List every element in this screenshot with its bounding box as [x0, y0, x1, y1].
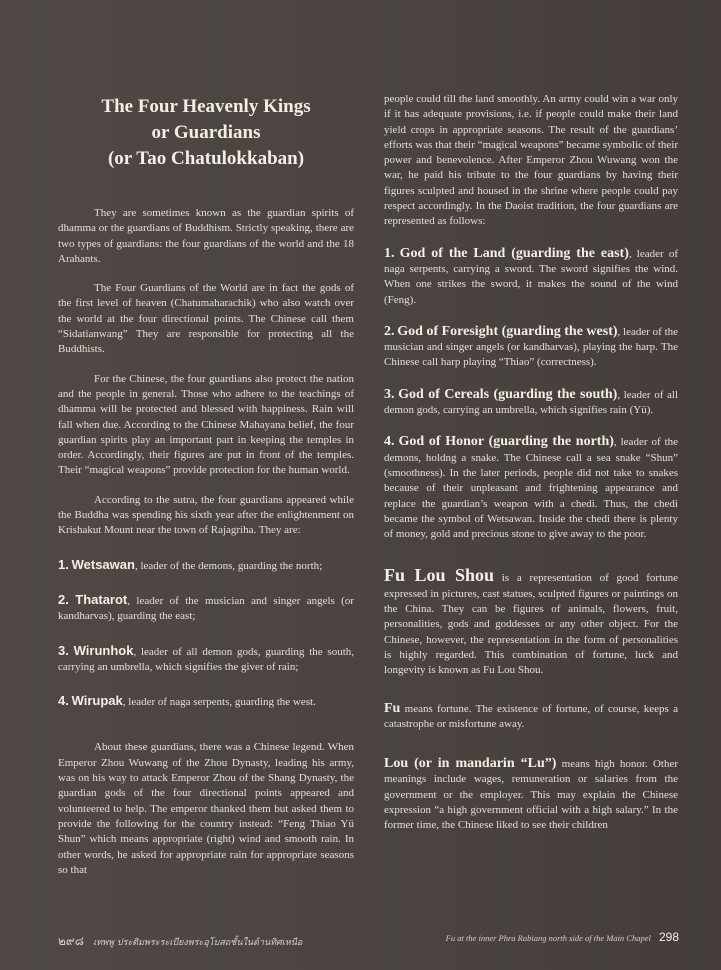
lou-heading: Lou (or in mandarin “Lu”)	[384, 756, 557, 772]
god-name: God of Cereals (guarding the south)	[398, 386, 618, 402]
god-name: God of Honor (guarding the north)	[398, 434, 614, 450]
list-item: 4. God of Honor (guarding the north), leader of the demons, holdng a snake. The Chinese call a sea snake “Shun” (smoothness). In the later periods, people did not take to snakes because of their unpleasant and frightening appearance and replace the guardian’s weapon with a chedi. Thus, the chedi became the symbol of Wetsawan. Inside the chedi there is plenty of money, gold and precious stone to give away to the poor.	[384, 434, 679, 541]
page-title	[58, 94, 354, 172]
page-number: 298	[658, 930, 679, 944]
fu-heading: Fu	[384, 700, 401, 716]
guardian-name: Wirunhok	[73, 642, 134, 658]
lou-paragraph: Lou (or in mandarin “Lu”) means high honor. Other meanings include wages, remuneration or salaries from the government or the employer. This may explain the Chinese expression “a high government official with a high salary.” In the former time, the Chinese liked to see their children	[384, 756, 678, 832]
god-name: God of Foresight (guarding the west)	[397, 323, 618, 339]
footer-left	[58, 932, 302, 951]
title-line-3: (or Tao Chatulokkaban)	[107, 148, 305, 169]
thai-page-number: ๒๙๘	[58, 934, 84, 948]
list-item: 2. God of Foresight (guarding the west), leader of the musician and singer angels (or kandharvas), playing the harp. The Chinese call harp playing “Thiao” (correctness).	[384, 323, 679, 369]
paragraph: For the Chinese, the four guardians also protect the nation and the people in general. Those who adhere to the teachings of dhamma will be protected and blessed with happiness. Rain will fall when due. According to the Chinese Mahayana belief, the four guardian spirits play an important part in keeping the temples in order. Accordingly, their figures are put in front of the temples. Their “magical weapons” provide protection for the human world.	[58, 372, 354, 477]
paragraph: According to the sutra, the four guardians appeared while the Buddha was spending his sixth year after the enlightenment on Krishakut Mount near the town of Rajagriha. They are:	[58, 493, 354, 537]
god-name: God of the Land (guarding the east)	[399, 245, 629, 261]
right-column	[384, 92, 678, 834]
paragraph: About these guardians, there was a Chinese legend. When Emperor Zhou Wuwang of the Zhou Dynasty, leading his army, was on his way to attack Emperor Zhou of the Shang Dynasty, the guardian gods of the four directional points appeared and volunteered to help. The emperor thanked them but asked them to provide the following for the country instead: “Feng Thiao Yü Shun” which means appropriate (right) wind and smooth rain. In other words, he asked for appropriate rain for appropriate seasons so that	[58, 741, 354, 876]
fu-lou-shou-paragraph: Fu Lou Shou is a representation of good fortune expressed in pictures, cast statues, sculpted figures or paintings on the China. They can be figures of animals, flowers, fruit, personalities, gods and goddesses or any other object. For the Chinese, however, the representation in the form of personalities is highly regarded. This combination of fortune, luck and longevity is known as Fu Lou Shou.	[384, 565, 679, 677]
fu-paragraph: Fu means fortune. The existence of fortune, of course, keeps a catastrophe or misfortune away.	[384, 700, 678, 730]
list-item: 3. God of Cereals (guarding the south), leader of all demon gods, carrying an umbrella, which signifies rain (Yü).	[384, 386, 679, 417]
left-column	[58, 86, 354, 878]
thai-running-title: เทพพู ประติมพระระเบียงพระอุโบสถชั้นในด้านทิศเหนือ	[93, 938, 303, 948]
title-line-2: or Guardians	[151, 122, 261, 143]
guardian-name: Thatarot	[75, 591, 128, 607]
paragraph: people could till the land smoothly. An army could win a war only if it has adequate provisions, i.e. if people could make their land yield crops in appropriate seasons. The result of the guardians’ efforts was that their “magical weapons” became symbolic of their power and benevolence. After Emperor Zhou Wuwang won the war, he paid his tribute to the four guardians by having their figures sculpted and housed in the shrine where people could pay respect accordingly. In the Daoist tradition, the four guardians are represented as follows:	[384, 93, 678, 228]
list-item: 4. Wirupak, leader of naga serpents, guarding the west.	[58, 693, 316, 709]
guardian-name: Wirupak	[71, 693, 123, 709]
guardian-name: Wetsawan	[71, 556, 135, 572]
footer-right	[396, 930, 679, 944]
list-item: 1. Wetsawan, leader of the demons, guarding the north;	[58, 556, 323, 572]
photo-caption: Fu at the inner Phra Rabiang north side of the Main Chapel	[445, 933, 651, 943]
list-item: 2. Thatarot, leader of the musician and singer angels (or kandharvas), guarding the east;	[58, 591, 355, 623]
paragraph: They are sometimes known as the guardian spirits of dhamma or the guardians of Buddhism. Strictly speaking, there are two types of guardians: the four guardians of the world and the 18 Arahants.	[58, 207, 354, 265]
fu-lou-shou-heading: Fu Lou Shou	[384, 565, 495, 586]
list-item: 1. God of the Land (guarding the east), leader of naga serpents, carrying a sword. The sword signifies the wind. When one strikes the sword, it makes the sound of the wind (Feng).	[384, 245, 679, 306]
list-item: 3. Wirunhok, leader of all demon gods, guarding the south, carrying an umbrella, which signifies the giver of rain;	[58, 642, 355, 673]
title-line-1: The Four Heavenly Kings	[101, 96, 311, 117]
paragraph: The Four Guardians of the World are in fact the gods of the first level of heaven (Chatumaharachik) who also watch over the world at the four directional points. The Chinese call them “Sidatianwang” They are responsible for protecting all the Buddhists.	[58, 282, 354, 356]
